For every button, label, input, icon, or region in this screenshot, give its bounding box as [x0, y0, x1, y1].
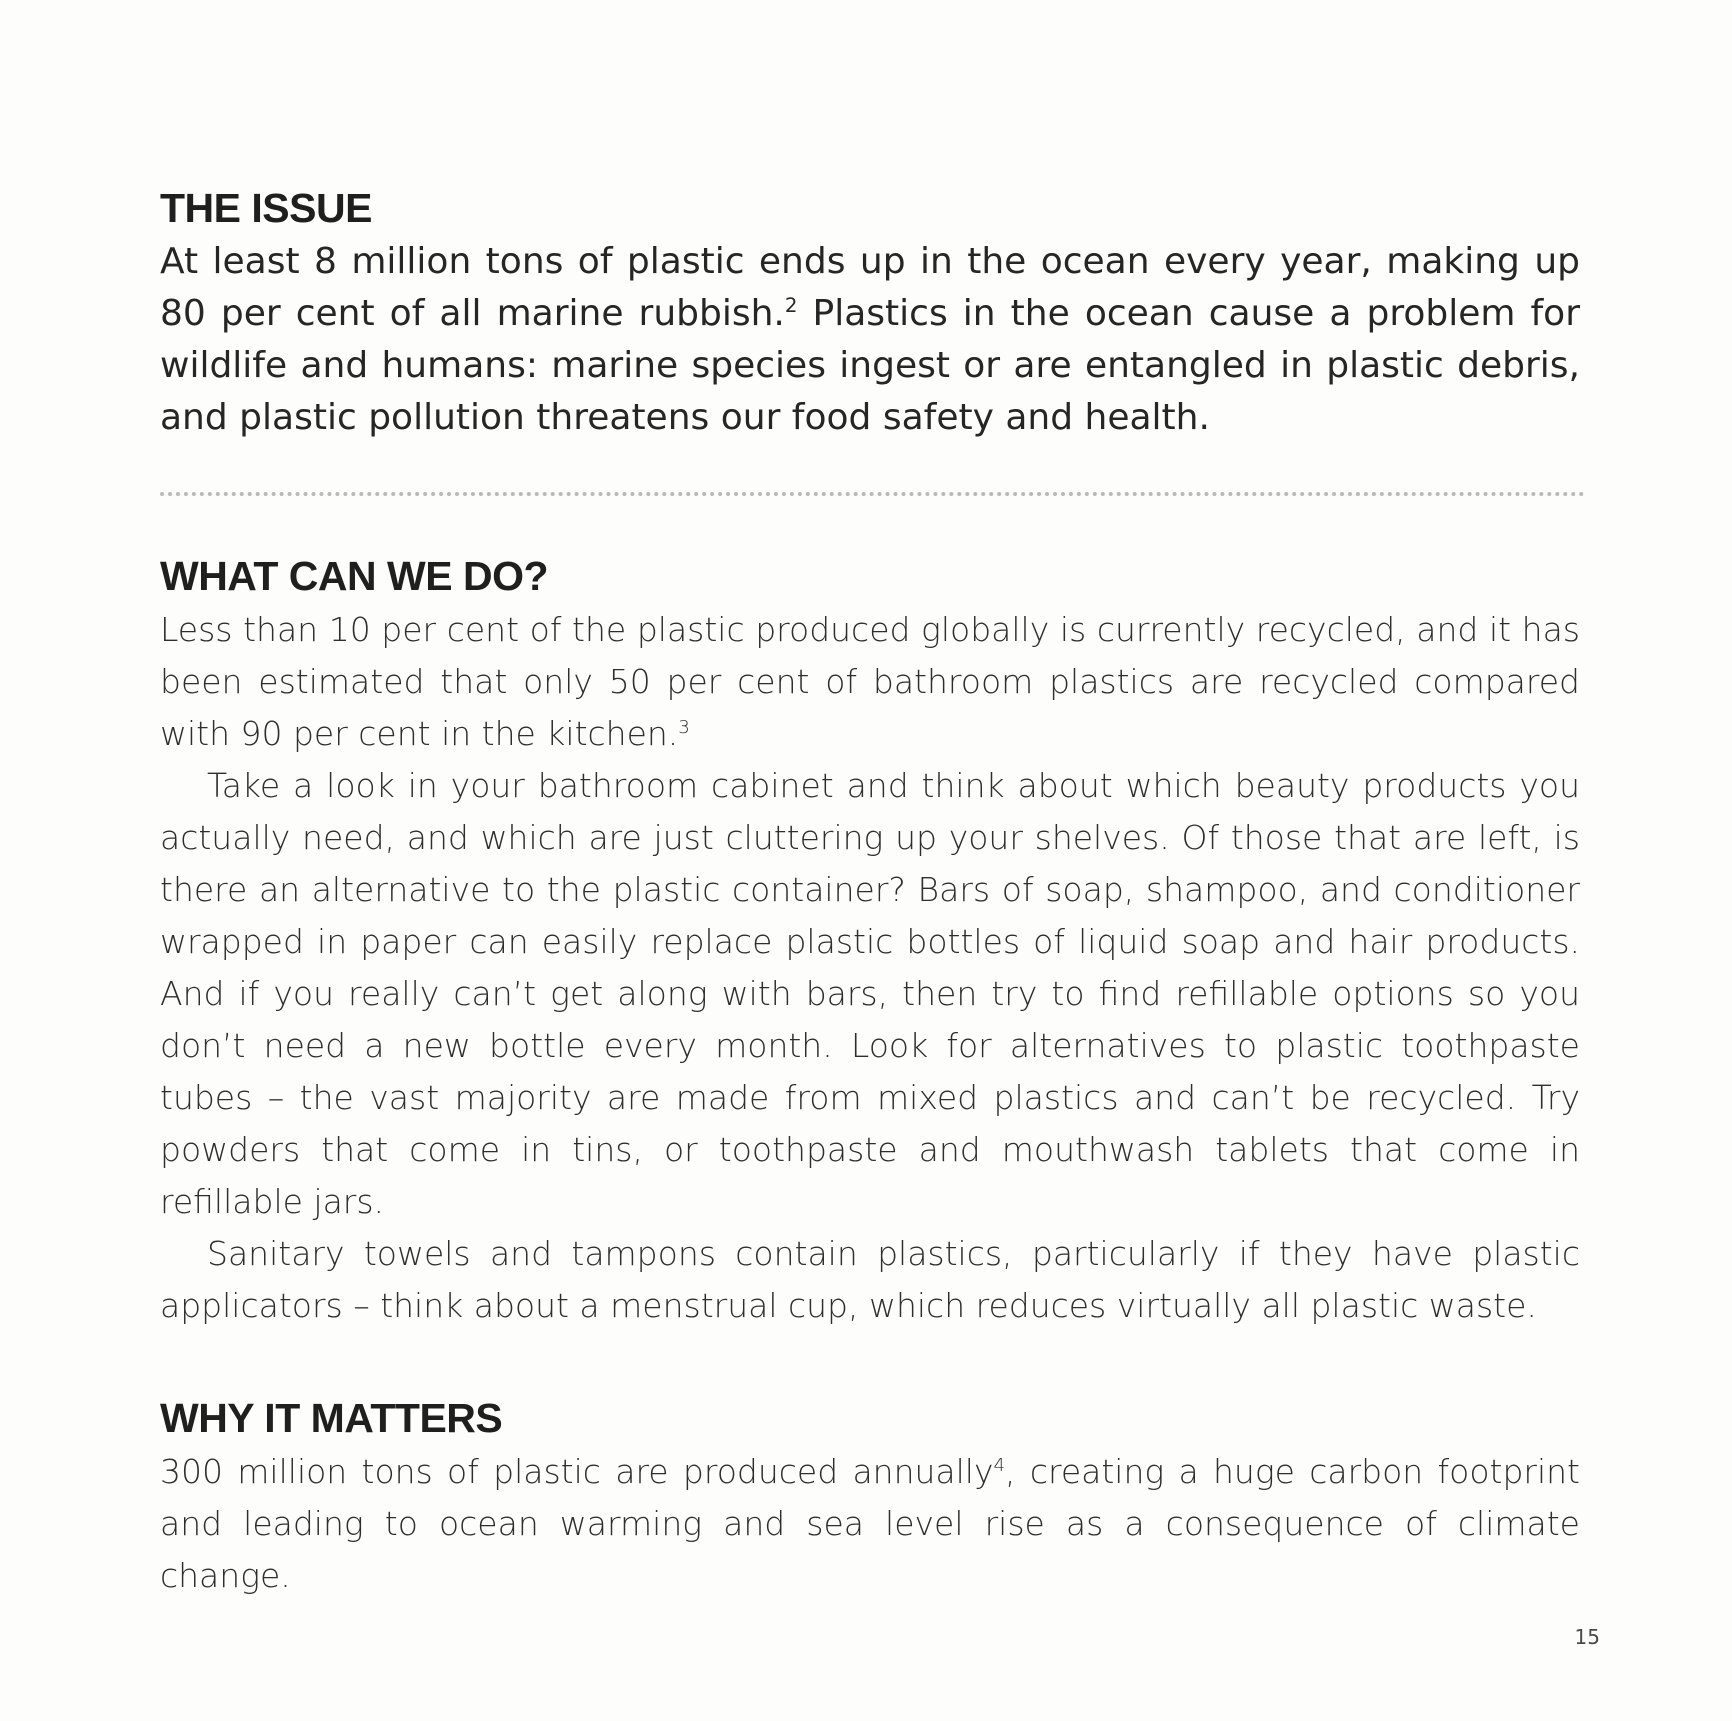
- page-number: 15: [1574, 1625, 1600, 1649]
- what-can-we-do-paragraph-1: [160, 604, 1580, 760]
- issue-text-part2: Plastics in the ocean cause a problem for wildlife and humans: marine species ingest or are entangled in plastic debris, and plastic pollution threatens our food safety and health.: [160, 293, 1581, 438]
- dotted-divider: [160, 492, 1585, 496]
- issue-paragraph: [160, 236, 1580, 444]
- section-spacer: [160, 1332, 1580, 1390]
- footnote-marker: 2: [784, 294, 798, 317]
- section-heading-why-it-matters: WHY IT MATTERS: [160, 1395, 503, 1441]
- section-heading-the-issue: THE ISSUE: [160, 185, 372, 231]
- section-heading-what-can-we-do: WHAT CAN WE DO?: [160, 553, 549, 599]
- paragraph-1-text: Less than 10 per cent of the plastic produced globally is currently recycled, and it has been estimated that only 50 per cent of bathroom plastics are recycled compared with 90 per cent in the kitchen.: [160, 610, 1580, 753]
- what-can-we-do-paragraph-3: Sanitary towels and tampons contain plastics, particularly if they have plastic applicators – think about a menstrual cup, which reduces virtually all plastic waste.: [160, 1234, 1580, 1325]
- footnote-marker: 3: [678, 717, 690, 738]
- page-content: [160, 180, 1580, 1602]
- section-the-issue: [160, 180, 1580, 444]
- issue-text-part1: At least 8 million tons of plastic ends up in the ocean every year, making up 80 per cent of all marine rubbish.: [160, 241, 1580, 334]
- why-it-matters-text-part1: 300 million tons of plastic are produced annually: [160, 1452, 994, 1491]
- section-why-it-matters: [160, 1390, 1580, 1602]
- why-it-matters-text-part2: , creating a huge carbon footprint and leading to ocean warming and sea level rise as a consequence of climate change.: [160, 1452, 1580, 1595]
- why-it-matters-paragraph: [160, 1446, 1580, 1602]
- what-can-we-do-paragraph-2: Take a look in your bathroom cabinet and think about which beauty products you actually need, and which are just cluttering up your shelves. Of those that are left, is there an alternative to the plastic container? Bars of soap, shampoo, and conditioner wrapped in paper can easily replace plastic bottles of liquid soap and hair products. And if you really can’t get along with bars, then try to find refillable options so you don’t need a new bottle every month. Look for alternatives to plastic toothpaste tubes – the vast majority are made from mixed plastics and can’t be recycled. Try powders that come in tins, or toothpaste and mouthwash tablets that come in refillable jars.: [160, 766, 1580, 1221]
- footnote-marker: 4: [993, 1455, 1006, 1476]
- section-what-can-we-do: [160, 548, 1580, 1332]
